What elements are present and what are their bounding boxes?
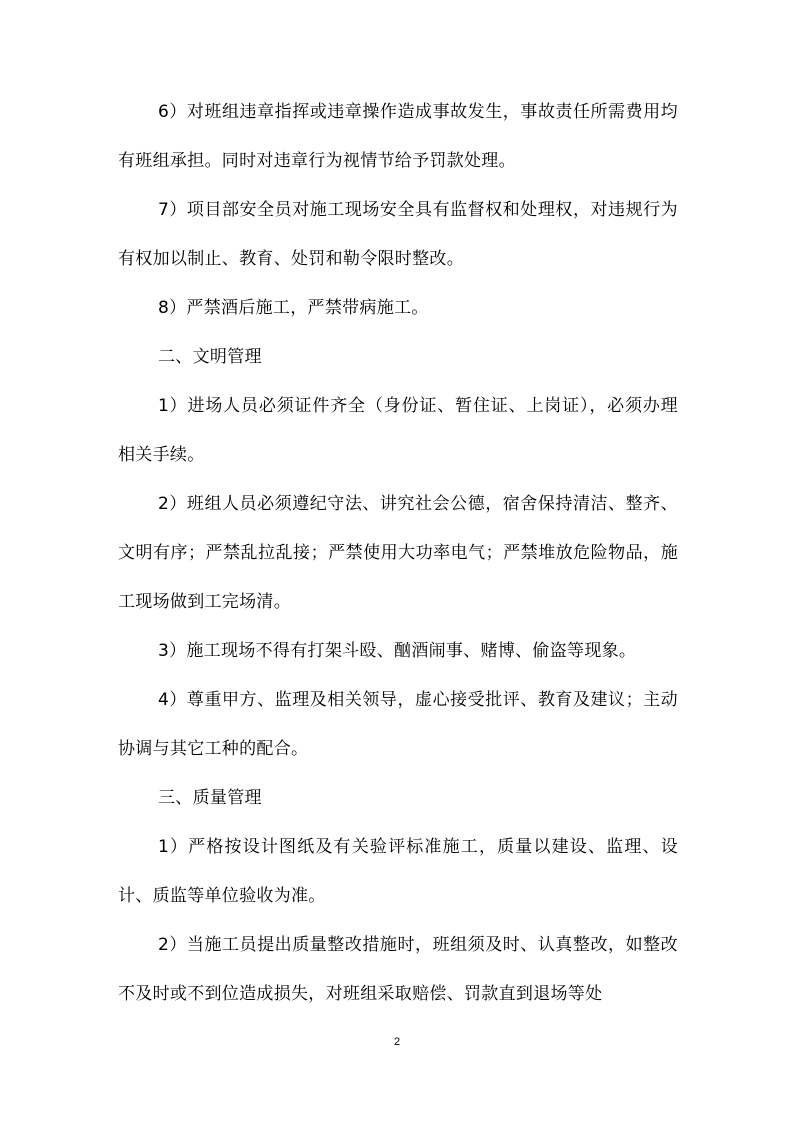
paragraph-2-rectification: 2）当施工员提出质量整改措施时，班组须及时、认真整改，如整改不及时或不到位造成损失，对班组采取赔偿、罚款直到退场等处 — [118, 935, 678, 1004]
paragraph-8-no-drinking: 8）严禁酒后施工，严禁带病施工。 — [158, 298, 429, 318]
paragraph-4-respect: 4）尊重甲方、监理及相关领导，虚心接受批评、教育及建议；主动协调与其它工种的配合。 — [118, 690, 678, 759]
paragraph-6-violation-liability: 6）对班组违章指挥或违章操作造成事故发生，事故责任所需费用均有班组承担。同时对违章行为视情节给予罚款处理。 — [118, 102, 678, 171]
paragraph-3-no-fighting: 3）施工现场不得有打架斗殴、酗酒闹事、赌博、偷盗等现象。 — [158, 641, 637, 661]
paragraph-7-safety-officer-authority: 7）项目部安全员对施工现场安全具有监督权和处理权，对违规行为有权加以制止、教育、处罚和勒令限时整改。 — [118, 200, 678, 269]
paragraph-1-design-standards: 1）严格按设计图纸及有关验评标准施工，质量以建设、监理、设计、质监等单位验收为准。 — [118, 837, 678, 906]
section-heading-quality-management: 三、质量管理 — [158, 788, 262, 808]
page-number: 2 — [393, 1036, 401, 1048]
paragraph-2-discipline: 2）班组人员必须遵纪守法、讲究社会公德，宿舍保持清洁、整齐、文明有序；严禁乱拉乱接；严禁使用大功率电气；严禁堆放危险物品，施工现场做到工完场清。 — [118, 494, 678, 612]
paragraph-1-documents: 1）进场人员必须证件齐全（身份证、暂住证、上岗证），必须办理相关手续。 — [118, 396, 678, 465]
document-body — [118, 88, 678, 1019]
section-heading-civilized-management: 二、文明管理 — [158, 347, 262, 367]
